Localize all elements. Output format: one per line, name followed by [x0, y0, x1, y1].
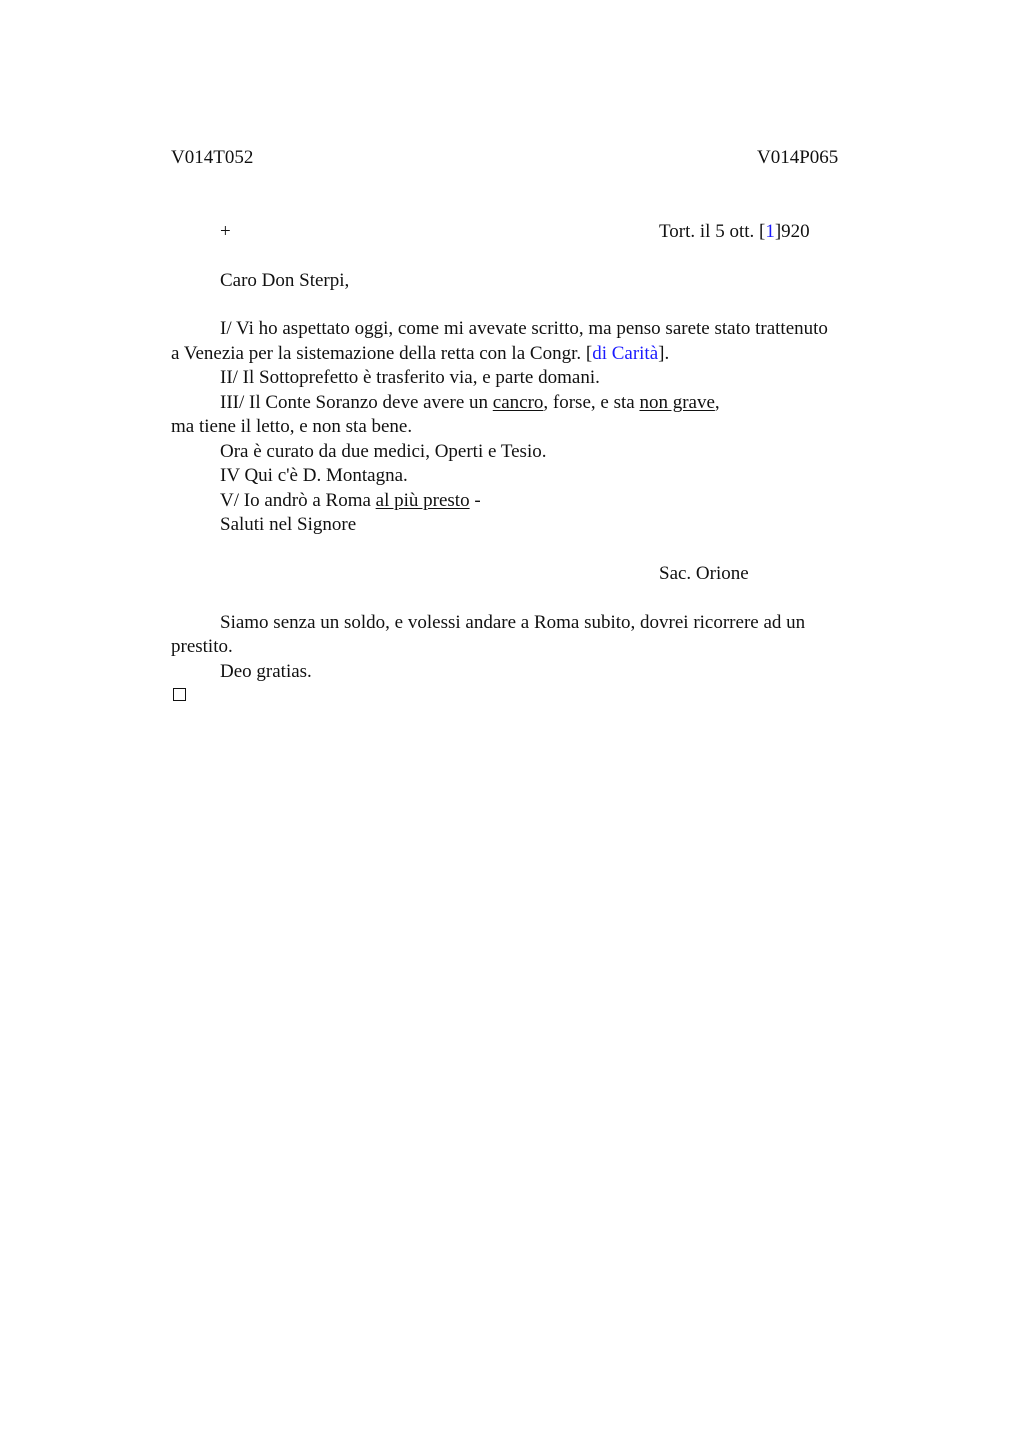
item5: [220, 489, 481, 513]
deo-gratias: Deo gratias.: [220, 661, 312, 682]
item1-line2: [171, 342, 669, 366]
postscript-line1: Siamo senza un soldo, e volessi andare a Roma subito, dovrei ricorrere ad un: [220, 612, 806, 633]
signature: Sac. Orione: [659, 563, 749, 584]
salutation: Caro Don Sterpi,: [220, 270, 350, 291]
item1-inserted-text: di Carità: [592, 343, 659, 364]
item1-line2-prefix: a Venezia per la sistemazione della retta con la Congr. [: [171, 343, 593, 364]
item5-part2: -: [469, 490, 481, 511]
cross-symbol: +: [220, 221, 231, 242]
item3-part1: III/ Il Conte Soranzo deve avere un: [220, 392, 493, 413]
item5-underlined: al più presto: [375, 490, 470, 511]
item3-underlined2: non grave: [639, 392, 715, 413]
empty-checkbox-icon: [173, 688, 186, 701]
doctors-line: Ora è curato da due medici, Operti e Tesio.: [220, 441, 547, 462]
item3-part3: ,: [714, 392, 720, 413]
closing: Saluti nel Signore: [220, 514, 357, 535]
item1-line2-suffix: ].: [658, 343, 670, 364]
date-suffix: ]920: [774, 221, 810, 242]
postscript-line2: prestito.: [171, 636, 233, 657]
item3-part2: , forse, e sta: [543, 392, 640, 413]
date-prefix: Tort. il 5 ott. [: [659, 221, 766, 242]
letter-date: [659, 220, 810, 244]
date-inserted: 1: [765, 221, 775, 242]
item3-line2: ma tiene il letto, e non sta bene.: [171, 416, 413, 437]
item3-line1: [220, 391, 720, 415]
item4: IV Qui c'è D. Montagna.: [220, 465, 408, 486]
header-right-code: V014P065: [757, 147, 839, 168]
item2: II/ Il Sottoprefetto è trasferito via, e parte domani.: [220, 367, 600, 388]
item5-part1: V/ Io andrò a Roma: [220, 490, 376, 511]
header-left-code: V014T052: [171, 147, 254, 168]
item3-underlined1: cancro: [492, 392, 544, 413]
item1-line1: I/ Vi ho aspettato oggi, come mi avevate scritto, ma penso sarete stato trattenuto: [220, 318, 828, 339]
